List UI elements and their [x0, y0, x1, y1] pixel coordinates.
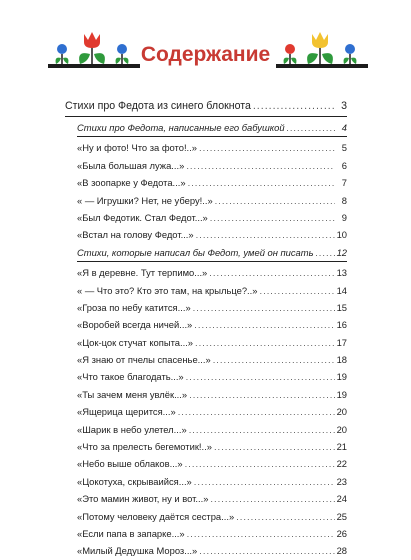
toc-page-number: 5 [341, 142, 347, 154]
toc-page-number: 17 [336, 336, 347, 348]
toc-entry-title: «Ящерица щерится...» [77, 406, 176, 418]
toc-leader-dots [199, 139, 335, 156]
toc-leader-dots [215, 192, 335, 209]
toc-leader-dots [186, 368, 335, 385]
toc-entry[interactable] [65, 334, 347, 351]
toc-leader-dots [189, 386, 334, 403]
toc-entry-title: Стихи про Федота, написанные его бабушкой [77, 122, 285, 133]
toc-leader-dots [194, 473, 335, 490]
header [0, 28, 411, 74]
toc-entry-title: «Что такое благодать...» [77, 371, 184, 383]
toc-page-number: 13 [336, 267, 347, 279]
toc-entry-title: «Шарик в небо улетел...» [77, 423, 187, 435]
toc-entry-title: « — Игрушки? Нет, не уберу!..» [77, 194, 213, 206]
toc-leader-dots [193, 299, 335, 316]
toc-leader-dots [209, 264, 334, 281]
toc-entry-title: «Гроза по небу катится...» [77, 301, 191, 313]
toc-entry[interactable] [65, 455, 347, 472]
toc-page-number: 7 [341, 177, 347, 189]
toc-entry[interactable] [65, 421, 347, 438]
toc-entry-title: «Цокотуха, скрываийся...» [77, 475, 192, 487]
toc-leader-dots [199, 542, 334, 559]
toc-entry[interactable] [65, 386, 347, 403]
toc-entry-title: «Потому человеку даётся сестра...» [77, 510, 235, 522]
toc-page-number: 18 [336, 354, 347, 366]
toc-entry-title: «Что за прелесть бегемотик!..» [77, 441, 212, 453]
toc-page-number: 22 [336, 458, 347, 470]
toc-leader-dots [259, 282, 334, 299]
toc-section[interactable] [65, 119, 347, 136]
toc-leader-dots [253, 96, 335, 116]
toc-entry[interactable] [65, 490, 347, 507]
toc-entry[interactable] [65, 438, 347, 455]
toc-entry-title: Стихи про Федота из синего блокнота [65, 100, 251, 112]
toc-page-number: 20 [336, 423, 347, 435]
toc-page-number: 14 [336, 284, 347, 296]
toc-entry-title: «Я знаю от пчелы спасенье...» [77, 354, 211, 366]
toc-entry[interactable] [65, 209, 347, 226]
toc-entry-title: «В зоопарке у Федота...» [77, 177, 186, 189]
toc-entry[interactable] [65, 299, 347, 316]
toc-entry[interactable] [65, 316, 347, 333]
toc-entry[interactable] [65, 525, 347, 542]
toc-page-number: 3 [341, 100, 347, 112]
toc-leader-dots [185, 455, 335, 472]
toc-leader-dots [188, 174, 335, 191]
toc-divider [77, 136, 347, 137]
toc-entry[interactable] [65, 264, 347, 281]
toc-page-number: 4 [341, 122, 347, 133]
table-of-contents [65, 96, 347, 560]
toc-entry[interactable] [65, 139, 347, 156]
toc-entry[interactable] [65, 508, 347, 525]
toc-leader-dots [287, 119, 335, 136]
toc-page-number: 8 [341, 194, 347, 206]
toc-leader-dots [214, 438, 335, 455]
toc-leader-dots [210, 209, 335, 226]
toc-page-number: 24 [336, 493, 347, 505]
toc-leader-dots [236, 508, 334, 525]
toc-divider [65, 116, 347, 117]
toc-leader-dots [195, 334, 335, 351]
toc-entry-title: «Была большая лужа...» [77, 159, 185, 171]
toc-entry[interactable] [65, 368, 347, 385]
toc-entry-title: « — Что это? Кто это там, на крыльце?..» [77, 284, 258, 296]
toc-entry-title: «Воробей всегда ничей...» [77, 319, 193, 331]
toc-entry[interactable] [65, 473, 347, 490]
toc-page-number: 28 [336, 545, 347, 557]
toc-page-number: 21 [336, 441, 347, 453]
toc-part[interactable] [65, 96, 347, 116]
toc-entry-title: «Если папа в запарке...» [77, 527, 185, 539]
toc-entry[interactable] [65, 192, 347, 209]
toc-entry-title: «Это мамин живот, ну и вот...» [77, 493, 209, 505]
toc-entry[interactable] [65, 282, 347, 299]
toc-entry[interactable] [65, 351, 347, 368]
toc-leader-dots [194, 316, 334, 333]
toc-page-number: 16 [336, 319, 347, 331]
toc-entry-title: «Ты зачем меня увлёк...» [77, 388, 188, 400]
toc-page-number: 10 [336, 229, 347, 241]
toc-page-number: 25 [336, 510, 347, 522]
toc-page-number: 15 [336, 301, 347, 313]
toc-leader-dots [196, 226, 335, 243]
toc-page-number: 12 [336, 246, 347, 258]
toc-leader-dots [186, 157, 335, 174]
toc-section[interactable] [65, 244, 347, 261]
toc-page-number: 9 [341, 211, 347, 223]
toc-entry[interactable] [65, 542, 347, 559]
page-title: Содержание [140, 43, 271, 66]
flowers-right-icon [276, 28, 368, 72]
toc-entry-title: «Милый Дедушка Мороз...» [77, 545, 198, 557]
toc-entry-title: «Я в деревне. Тут терпимо...» [77, 267, 208, 279]
toc-page-number: 20 [336, 406, 347, 418]
toc-leader-dots [178, 403, 335, 420]
toc-leader-dots [187, 525, 335, 542]
toc-entry[interactable] [65, 403, 347, 420]
toc-leader-dots [213, 351, 335, 368]
toc-entry-title: «Цок-цок стучат копыта...» [77, 336, 194, 348]
toc-leader-dots [189, 421, 335, 438]
toc-entry-title: «Ну и фото! Что за фото!..» [77, 142, 197, 154]
toc-entry[interactable] [65, 226, 347, 243]
toc-entry-title: «Был Федотик. Стал Федот...» [77, 211, 208, 223]
toc-page-number: 19 [336, 388, 347, 400]
toc-entry[interactable] [65, 157, 347, 174]
toc-entry[interactable] [65, 174, 347, 191]
toc-page-number: 26 [336, 527, 347, 539]
toc-entry-title: «Небо выше облаков...» [77, 458, 183, 470]
toc-entry-title: «Встал на голову Федот...» [77, 229, 194, 241]
toc-page-number: 6 [341, 159, 347, 171]
toc-entry-title: Стихи, которые написал бы Федот, умей он писать [77, 246, 314, 258]
toc-page-number: 23 [336, 475, 347, 487]
toc-page-number: 19 [336, 371, 347, 383]
toc-leader-dots [210, 490, 334, 507]
toc-leader-dots [316, 244, 335, 261]
toc-divider [77, 261, 347, 262]
